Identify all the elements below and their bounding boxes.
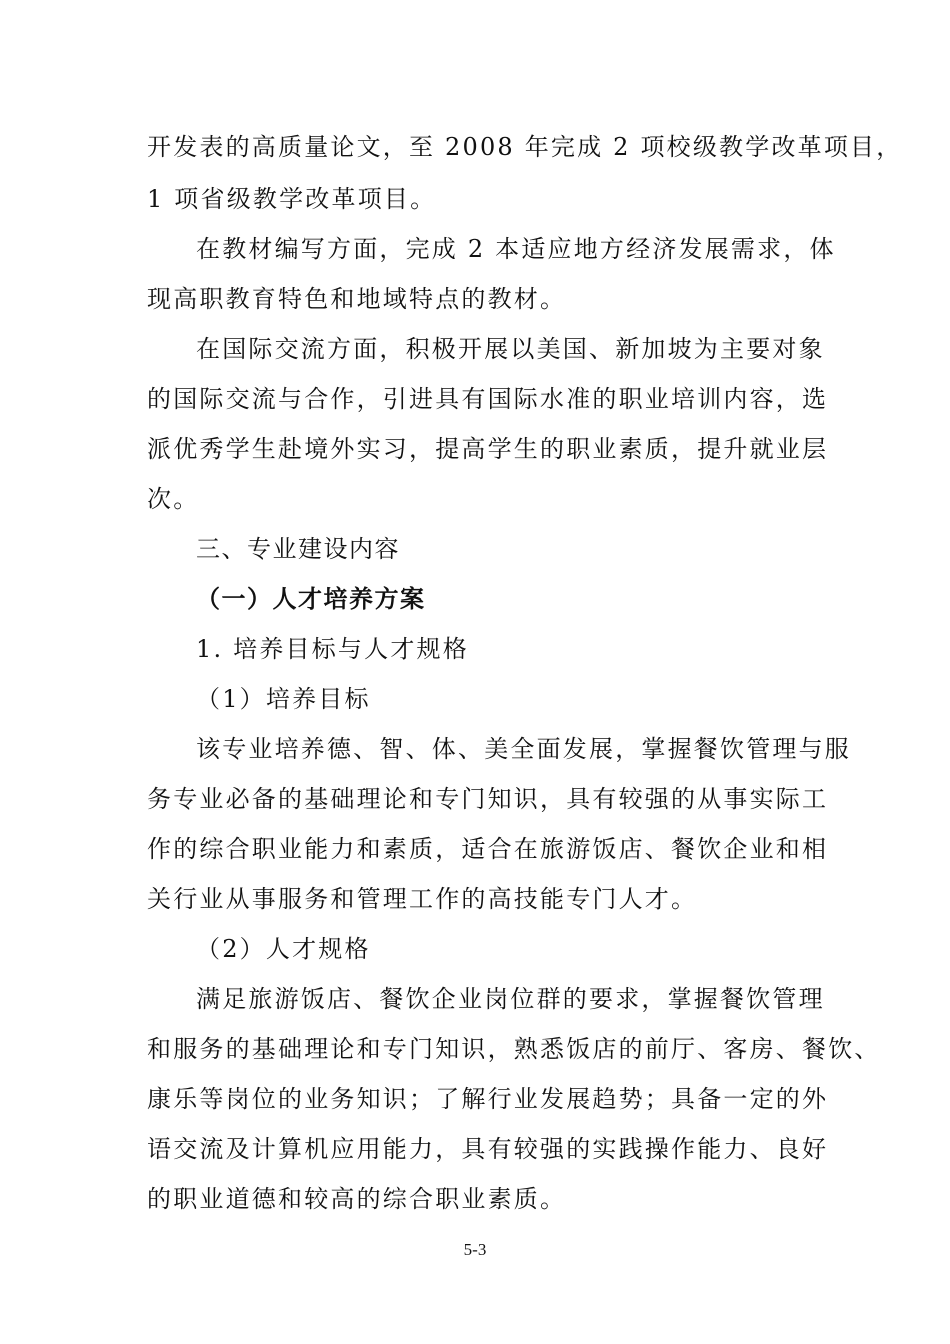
paragraph-line: 的国际交流与合作，引进具有国际水准的职业培训内容，选	[147, 385, 829, 413]
paragraph-line: 1 项省级教学改革项目。	[147, 185, 437, 213]
subitem-title: （2）人才规格	[196, 935, 371, 963]
paragraph-line: 现高职教育特色和地域特点的教材。	[147, 285, 567, 313]
paragraph-line: 关行业从事服务和管理工作的高技能专门人才。	[147, 885, 698, 913]
paragraph-line: 派优秀学生赴境外实习，提高学生的职业素质，提升就业层	[147, 435, 829, 463]
section-title: 三、专业建设内容	[196, 535, 400, 563]
paragraph-line: 满足旅游饭店、餐饮企业岗位群的要求，掌握餐饮管理	[196, 985, 825, 1013]
subsection-title: （一）人才培养方案	[196, 585, 426, 613]
paragraph-line: 的职业道德和较高的综合职业素质。	[147, 1185, 567, 1213]
subitem-title: （1）培养目标	[196, 685, 371, 713]
paragraph-line: 次。	[147, 485, 200, 513]
paragraph-line: 语交流及计算机应用能力，具有较强的实践操作能力、良好	[147, 1135, 829, 1163]
page-number: 5-3	[463, 1240, 487, 1259]
item-title: 1. 培养目标与人才规格	[196, 635, 469, 663]
paragraph-line: 该专业培养德、智、体、美全面发展，掌握餐饮管理与服	[196, 735, 851, 763]
paragraph-line: 和服务的基础理论和专门知识，熟悉饭店的前厅、客房、餐饮、	[147, 1035, 881, 1063]
paragraph-line: 在教材编写方面，完成 2 本适应地方经济发展需求，体	[196, 235, 836, 263]
paragraph-line: 康乐等岗位的业务知识；了解行业发展趋势；具备一定的外	[147, 1085, 829, 1113]
paragraph-line: 在国际交流方面，积极开展以美国、新加坡为主要对象	[196, 335, 825, 363]
paragraph-line: 作的综合职业能力和素质，适合在旅游饭店、餐饮企业和相	[147, 835, 829, 863]
paragraph-line: 务专业必备的基础理论和专门知识，具有较强的从事实际工	[147, 785, 829, 813]
paragraph-line: 开发表的高质量论文，至 2008 年完成 2 项校级教学改革项目，	[147, 133, 903, 161]
